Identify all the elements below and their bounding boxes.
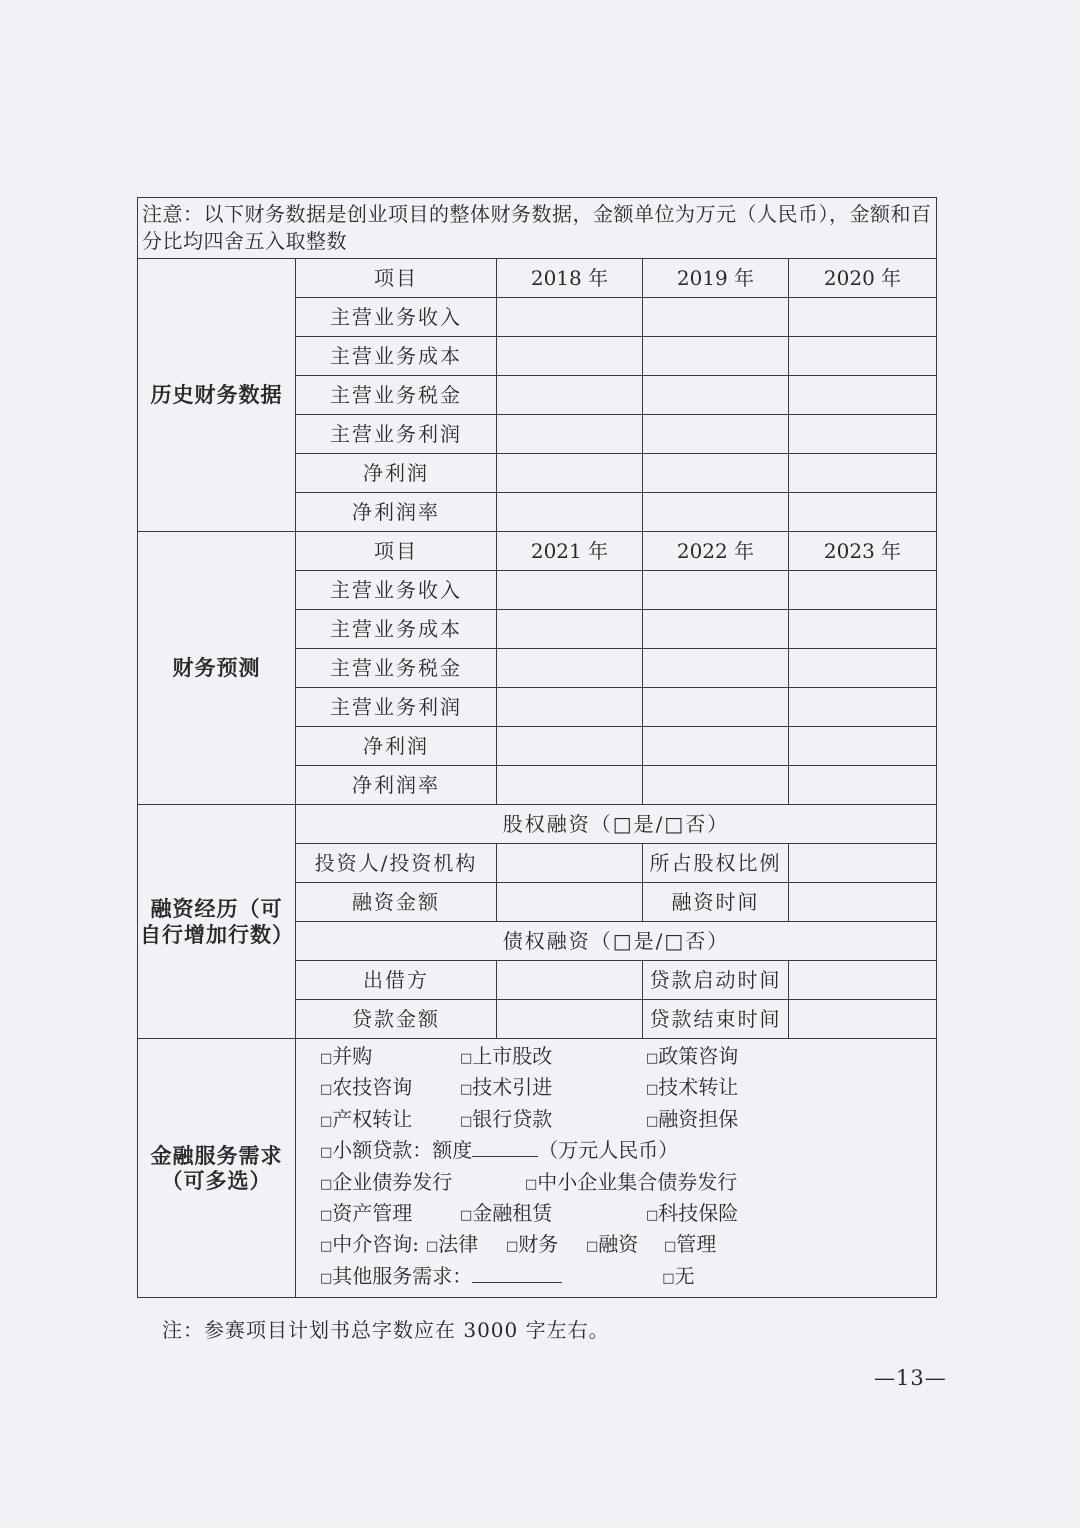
input-cell[interactable] <box>643 376 789 415</box>
input-cell[interactable] <box>497 766 643 805</box>
services-row <box>320 1168 936 1199</box>
input-cell[interactable] <box>789 376 937 415</box>
input-cell[interactable] <box>497 727 643 766</box>
unit-label: （万元人民币） <box>538 1138 679 1163</box>
input-cell[interactable] <box>789 610 937 649</box>
services-row <box>320 1042 936 1073</box>
services-row <box>320 1262 936 1293</box>
history-row-label: 主营业务成本 <box>296 337 497 376</box>
checkbox-option[interactable]: □法律 <box>426 1232 479 1257</box>
financial-form-table <box>137 197 937 1298</box>
input-cell[interactable] <box>789 415 937 454</box>
amount-blank[interactable] <box>472 1136 538 1157</box>
input-cell[interactable] <box>643 649 789 688</box>
forecast-row-label: 主营业务利润 <box>296 688 497 727</box>
debt-financing-title[interactable]: 债权融资（□是/□否） <box>296 922 937 961</box>
equity-label: 融资金额 <box>296 883 497 922</box>
checkbox-option[interactable]: □产权转让 <box>320 1106 413 1131</box>
input-cell[interactable] <box>497 298 643 337</box>
checkbox-option[interactable]: □小额贷款：额度 <box>320 1138 473 1163</box>
checkbox-option[interactable]: □其他服务需求： <box>320 1263 473 1288</box>
input-cell[interactable] <box>643 727 789 766</box>
input-cell[interactable] <box>497 649 643 688</box>
debt-label: 贷款结束时间 <box>643 1000 789 1039</box>
checkbox-option[interactable]: □科技保险 <box>646 1201 739 1226</box>
services-row <box>320 1105 936 1136</box>
forecast-header-year: 2022 年 <box>643 532 789 571</box>
checkbox-option[interactable]: □中小企业集合债券发行 <box>525 1169 738 1194</box>
input-cell[interactable] <box>497 415 643 454</box>
input-cell[interactable] <box>497 961 643 1000</box>
debt-label: 贷款金额 <box>296 1000 497 1039</box>
footnote: 注：参赛项目计划书总字数应在 3000 字左右。 <box>162 1318 610 1342</box>
input-cell[interactable] <box>497 883 643 922</box>
checkbox-option[interactable]: □企业债券发行 <box>320 1169 453 1194</box>
input-cell[interactable] <box>497 376 643 415</box>
page-number: —13— <box>874 1366 947 1390</box>
forecast-section-label: 财务预测 <box>138 532 296 805</box>
input-cell[interactable] <box>789 571 937 610</box>
history-row-label: 主营业务税金 <box>296 376 497 415</box>
history-row-label: 净利润 <box>296 454 497 493</box>
input-cell[interactable] <box>643 415 789 454</box>
input-cell[interactable] <box>789 454 937 493</box>
input-cell[interactable] <box>643 298 789 337</box>
checkbox-option[interactable]: □融资 <box>586 1232 639 1257</box>
input-cell[interactable] <box>643 337 789 376</box>
services-row <box>320 1230 936 1261</box>
checkbox-option[interactable]: □政策咨询 <box>646 1044 739 1068</box>
debt-label: 出借方 <box>296 961 497 1000</box>
input-cell[interactable] <box>497 844 643 883</box>
input-cell[interactable] <box>643 610 789 649</box>
input-cell[interactable] <box>497 688 643 727</box>
equity-financing-title[interactable]: 股权融资（□是/□否） <box>296 805 937 844</box>
forecast-row-label: 主营业务收入 <box>296 571 497 610</box>
input-cell[interactable] <box>497 610 643 649</box>
checkbox-option[interactable]: □财务 <box>506 1232 559 1257</box>
input-cell[interactable] <box>789 727 937 766</box>
equity-label: 融资时间 <box>643 883 789 922</box>
input-cell[interactable] <box>789 766 937 805</box>
history-header-year: 2020 年 <box>789 259 937 298</box>
forecast-header-item: 项目 <box>296 532 497 571</box>
forecast-row-label: 净利润率 <box>296 766 497 805</box>
checkbox-option[interactable]: □并购 <box>320 1044 373 1068</box>
input-cell[interactable] <box>643 454 789 493</box>
input-cell[interactable] <box>497 337 643 376</box>
checkbox-option[interactable]: □农技咨询 <box>320 1075 413 1100</box>
input-cell[interactable] <box>789 337 937 376</box>
checkbox-option[interactable]: □技术转让 <box>646 1075 739 1100</box>
history-header-item: 项目 <box>296 259 497 298</box>
services-row <box>320 1136 936 1167</box>
checkbox-option[interactable]: □资产管理 <box>320 1201 413 1226</box>
input-cell[interactable] <box>789 649 937 688</box>
services-row <box>320 1199 936 1230</box>
forecast-row-label: 主营业务税金 <box>296 649 497 688</box>
financial-note: 注意：以下财务数据是创业项目的整体财务数据，金额单位为万元（人民币），金额和百分比均四舍五入取整数 <box>138 198 937 259</box>
financing-section-label: 融资经历（可自行增加行数） <box>138 805 296 1039</box>
input-cell[interactable] <box>497 571 643 610</box>
checkbox-option[interactable]: □无 <box>662 1263 695 1288</box>
checkbox-option[interactable]: □技术引进 <box>460 1075 553 1100</box>
input-cell[interactable] <box>497 454 643 493</box>
input-cell[interactable] <box>789 961 937 1000</box>
checkbox-option[interactable]: □管理 <box>664 1232 717 1257</box>
input-cell[interactable] <box>789 493 937 532</box>
debt-label: 贷款启动时间 <box>643 961 789 1000</box>
input-cell[interactable] <box>789 298 937 337</box>
checkbox-option[interactable]: □金融租赁 <box>460 1201 553 1226</box>
forecast-row-label: 净利润 <box>296 727 497 766</box>
input-cell[interactable] <box>497 493 643 532</box>
history-row-label: 主营业务收入 <box>296 298 497 337</box>
checkbox-option[interactable]: □上市股改 <box>460 1044 553 1068</box>
equity-label: 所占股权比例 <box>643 844 789 883</box>
input-cell[interactable] <box>789 844 937 883</box>
history-header-year: 2018 年 <box>497 259 643 298</box>
input-cell[interactable] <box>643 493 789 532</box>
other-needs-blank[interactable] <box>472 1262 562 1283</box>
history-row-label: 主营业务利润 <box>296 415 497 454</box>
input-cell[interactable] <box>643 688 789 727</box>
services-section-label: 金融服务需求（可多选） <box>138 1039 296 1298</box>
checkbox-option[interactable]: □融资担保 <box>646 1106 739 1131</box>
checkbox-option[interactable]: □中介咨询: <box>320 1232 420 1257</box>
input-cell[interactable] <box>789 883 937 922</box>
input-cell[interactable] <box>643 571 789 610</box>
input-cell[interactable] <box>497 1000 643 1039</box>
input-cell[interactable] <box>789 688 937 727</box>
history-section-label: 历史财务数据 <box>138 259 296 532</box>
forecast-header-year: 2023 年 <box>789 532 937 571</box>
input-cell[interactable] <box>789 1000 937 1039</box>
forecast-header-year: 2021 年 <box>497 532 643 571</box>
services-options <box>296 1039 937 1298</box>
services-row <box>320 1073 936 1104</box>
forecast-row-label: 主营业务成本 <box>296 610 497 649</box>
equity-label: 投资人/投资机构 <box>296 844 497 883</box>
history-row-label: 净利润率 <box>296 493 497 532</box>
checkbox-option[interactable]: □银行贷款 <box>460 1106 553 1131</box>
input-cell[interactable] <box>643 766 789 805</box>
history-header-year: 2019 年 <box>643 259 789 298</box>
